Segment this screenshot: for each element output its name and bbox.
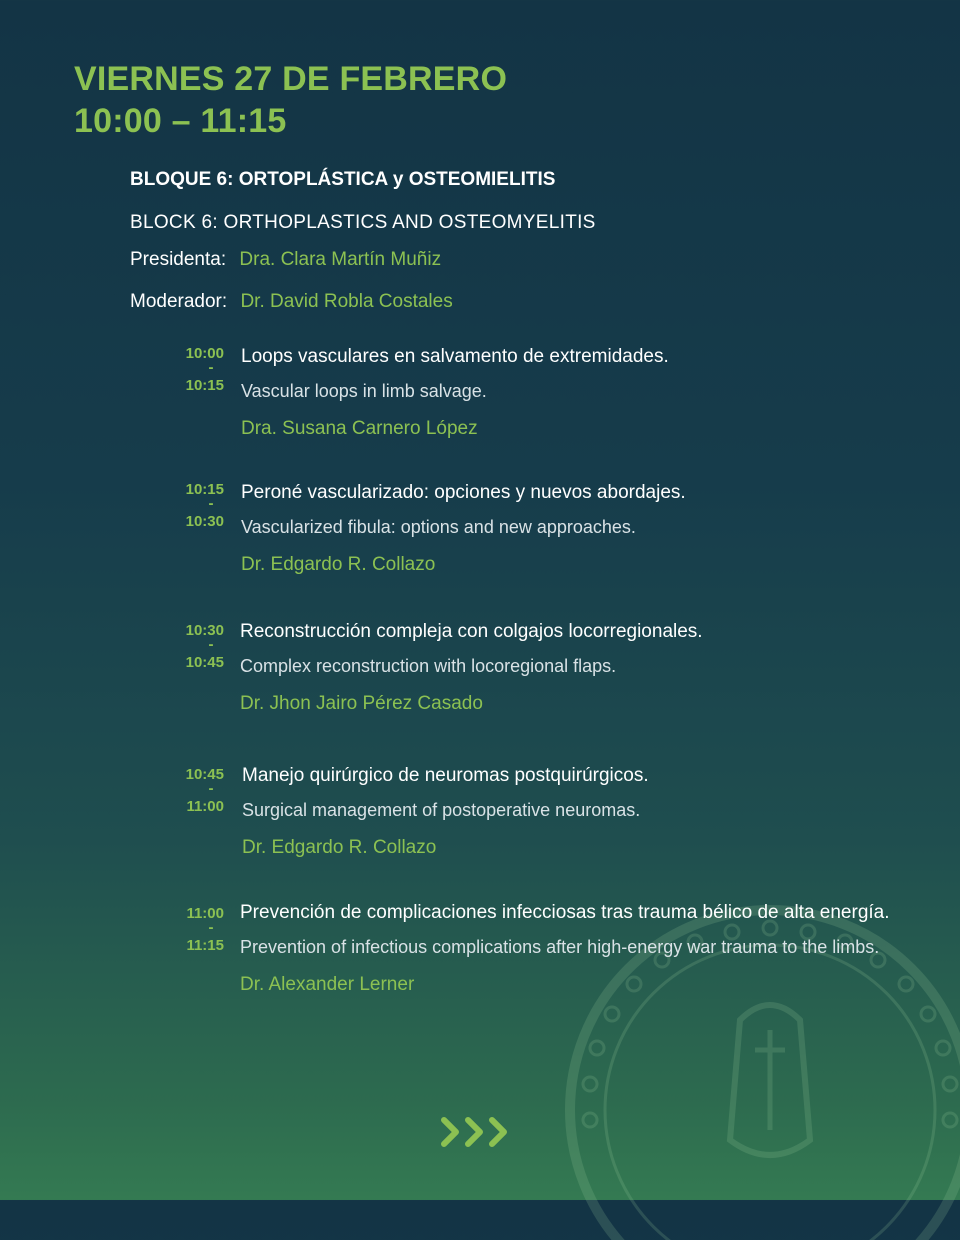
talk-end-time: 11:00 — [186, 798, 224, 815]
talk-title-english: Vascular loops in limb salvage. — [241, 381, 487, 401]
talk-time — [164, 480, 224, 532]
talk-title-spanish: Peroné vascularizado: opciones y nuevos abordajes. — [241, 482, 686, 503]
time-separator: - — [208, 636, 214, 653]
talk-speaker: Dr. Edgardo R. Collazo — [242, 837, 437, 858]
talk-start-time: 10:00 — [185, 345, 224, 362]
moderator-name: Dr. David Robla Costales — [240, 291, 453, 312]
talk-title-spanish: Loops vasculares en salvamento de extremidades. — [241, 346, 669, 367]
talk-title-english: Complex reconstruction with locoregional flaps. — [240, 656, 617, 676]
talk-time — [164, 904, 224, 956]
block-title: BLOQUE 6: ORTOPLÁSTICA y OSTEOMIELITIS — [130, 169, 556, 190]
talk-start-time: 10:45 — [185, 766, 224, 783]
talk-end-time: 10:30 — [185, 513, 224, 530]
talk-start-time: 10:30 — [185, 622, 224, 639]
talk-end-time: 11:15 — [186, 937, 224, 954]
talk-speaker: Dr. Alexander Lerner — [240, 974, 415, 995]
header — [74, 58, 507, 142]
time-separator: - — [208, 359, 214, 376]
moderator-label: Moderador: — [130, 291, 228, 312]
president-name: Dra. Clara Martín Muñiz — [239, 249, 442, 270]
talk-time — [164, 344, 224, 396]
talk-speaker: Dr. Edgardo R. Collazo — [241, 554, 436, 575]
talk-start-time: 11:00 — [186, 905, 224, 922]
block-title-english: BLOCK 6: ORTHOPLASTICS AND OSTEOMYELITIS — [130, 212, 596, 233]
talk-title-spanish: Reconstrucción compleja con colgajos locorregionales. — [240, 621, 703, 642]
time-separator: - — [208, 495, 214, 512]
talk-title-spanish: Manejo quirúrgico de neuromas postquirúrgicos. — [242, 765, 649, 786]
talk-title-english: Prevention of infectious complications after high-energy war trauma to the limbs. — [240, 937, 880, 957]
talk-title-spanish: Prevención de complicaciones infecciosas tras trauma bélico de alta energía. — [240, 902, 890, 923]
triple-chevron-right-icon[interactable] — [438, 1112, 514, 1152]
event-time-range: 10:00 – 11:15 — [74, 102, 287, 140]
time-separator: - — [208, 780, 214, 797]
talk-time — [164, 621, 224, 673]
time-separator: - — [208, 919, 214, 936]
talk-start-time: 10:15 — [185, 481, 224, 498]
talk-speaker: Dr. Jhon Jairo Pérez Casado — [240, 693, 483, 714]
talk-time — [164, 765, 224, 817]
talk-speaker: Dra. Susana Carnero López — [241, 418, 478, 439]
event-date: VIERNES 27 DE FEBRERO — [74, 60, 508, 98]
talk-title-english: Surgical management of postoperative neuromas. — [242, 800, 641, 820]
moderator-row — [130, 288, 453, 316]
president-label: Presidenta: — [130, 249, 227, 270]
talk-title-english: Vascularized fibula: options and new approaches. — [241, 517, 636, 537]
president-row — [130, 246, 441, 274]
talk-end-time: 10:15 — [185, 377, 224, 394]
talk-end-time: 10:45 — [185, 654, 224, 671]
